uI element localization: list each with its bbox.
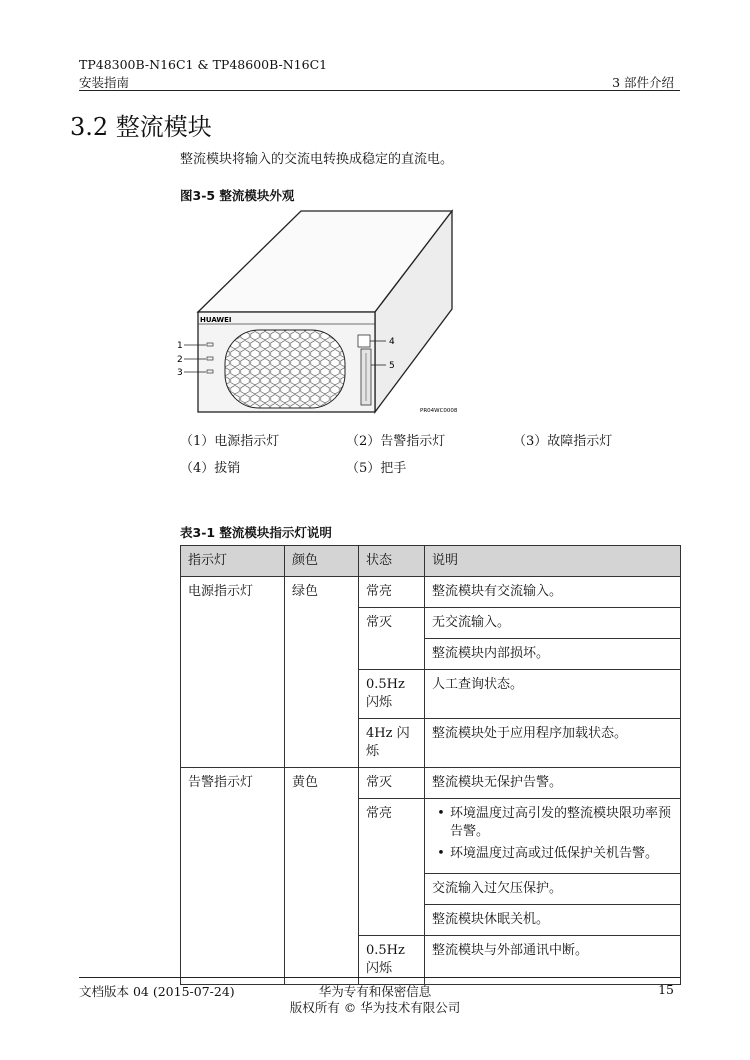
doc-version: 文档版本 04 (2015-07-24) [79,984,235,999]
bullet-item [432,805,673,841]
brand-label: HUAWEI [200,316,232,324]
power-indicator-color: 绿色 [285,577,359,768]
table-caption: 表3-1 整流模块指示灯说明 [180,525,332,540]
legend-item-2: （2）告警指示灯 [346,434,446,449]
description-cell: 交流输入过欠压保护。 [425,874,681,905]
legend-item-4: （4）拔销 [180,461,241,476]
description-cell: 整流模块有交流输入。 [425,577,681,608]
copyright-notice: 版权所有 © 华为技术有限公司 [289,1000,461,1015]
table-row [181,577,681,608]
description-cell: 整流模块内部损坏。 [425,639,681,670]
state-cell: 0.5Hz 闪烁 [359,936,425,985]
bullet-text: 环境温度过高引发的整流模块限功率预告警。 [450,806,672,839]
figure-caption: 图3-5 整流模块外观 [180,188,295,203]
callout-2: 2 [177,355,183,365]
callout-5: 5 [389,361,395,371]
callout-1: 1 [177,341,183,351]
callout-3: 3 [177,368,183,378]
doc-title: TP48300B-N16C1 & TP48600B-N16C1 [79,57,328,72]
doc-subtitle: 安装指南 [79,75,130,90]
header-description: 说明 [425,546,681,577]
figure-code: PR04WC0008 [420,408,458,414]
header-indicator: 指示灯 [181,546,285,577]
table-row [181,768,681,799]
section-intro: 整流模块将输入的交流电转换成稳定的直流电。 [180,152,454,167]
state-cell: 常亮 [359,577,425,608]
description-cell: 整流模块无保护告警。 [425,768,681,799]
table-header-row [181,546,681,577]
state-cell: 0.5Hz 闪烁 [359,670,425,719]
legend-item-3: （3）故障指示灯 [513,434,613,449]
header-rule [79,90,680,91]
bullet-item [432,845,673,863]
legend-item-1: （1）电源指示灯 [180,434,280,449]
legend-item-5: （5）把手 [346,461,407,476]
section-title: 3.2 整流模块 [70,113,212,141]
footer-rule [79,977,680,978]
bullet-text: 环境温度过高或过低保护关机告警。 [450,846,659,861]
alarm-indicator-color: 黄色 [285,768,359,985]
indicator-table [180,545,681,985]
bullet-icon: • [437,806,445,821]
state-cell: 4Hz 闪烁 [359,719,425,768]
alarm-indicator-name: 告警指示灯 [181,768,285,985]
rectifier-module-figure [170,205,470,420]
chapter-label: 3 部件介绍 [612,75,674,90]
state-cell: 常灭 [359,608,425,670]
state-cell: 常亮 [359,799,425,936]
header-state: 状态 [359,546,425,577]
power-indicator-name: 电源指示灯 [181,577,285,768]
callout-4: 4 [389,337,395,347]
confidential-notice: 华为专有和保密信息 [318,984,432,999]
rectifier-illustration [170,205,470,420]
bullet-icon: • [437,846,445,861]
header-color: 颜色 [285,546,359,577]
description-cell [425,799,681,874]
description-cell: 整流模块休眠关机。 [425,905,681,936]
page-number: 15 [658,982,674,997]
description-cell: 人工查询状态。 [425,670,681,719]
description-cell: 无交流输入。 [425,608,681,639]
description-cell: 整流模块与外部通讯中断。 [425,936,681,985]
state-cell: 常灭 [359,768,425,799]
description-cell: 整流模块处于应用程序加载状态。 [425,719,681,768]
